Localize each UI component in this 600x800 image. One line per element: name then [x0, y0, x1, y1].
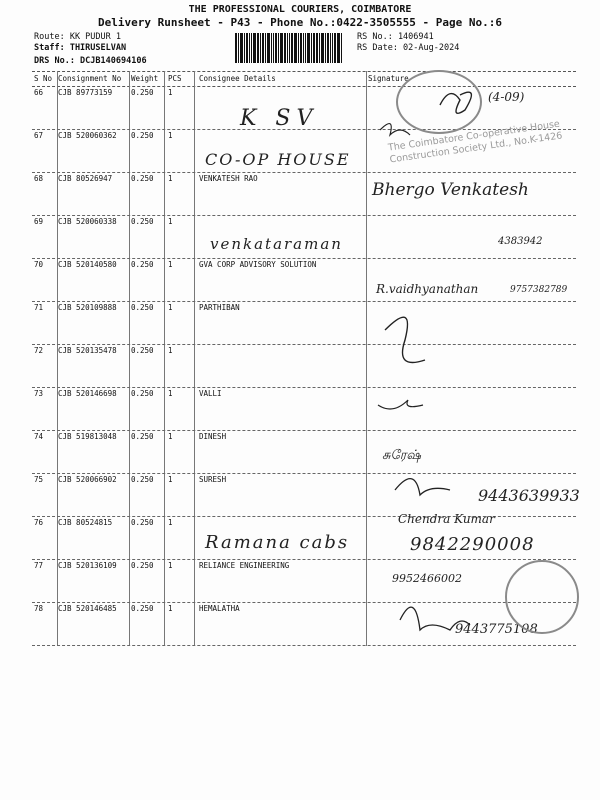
- consignee-name: DINESH: [199, 432, 227, 441]
- pcs: 1: [168, 389, 173, 398]
- reliance-seal: [505, 560, 579, 634]
- consignment-no: CJB 80524815: [58, 518, 113, 527]
- consignment-no: CJB 520146485: [58, 604, 117, 613]
- row-sno: 67: [34, 131, 44, 140]
- signature-vaidhyanathan: R.vaidhyanathan: [376, 282, 479, 296]
- consignment-no: CJB 520136109: [58, 561, 117, 570]
- handwritten-number-76: 9842290008: [410, 534, 535, 555]
- consignment-no: CJB 520060338: [58, 217, 117, 226]
- consignment-no: CJB 519813048: [58, 432, 117, 441]
- col-signature: Signature: [368, 74, 409, 83]
- handwritten-date: (4-09): [488, 90, 525, 104]
- row-sno: 73: [34, 389, 44, 398]
- consignee-name: RELIANCE ENGINEERING: [199, 561, 290, 570]
- society-seal: [396, 70, 482, 134]
- route-label: Route: KK PUDUR 1: [34, 32, 121, 42]
- weight: 0.250: [131, 131, 154, 140]
- pcs: 1: [168, 174, 173, 183]
- weight: 0.250: [131, 432, 154, 441]
- row-sno: 71: [34, 303, 44, 312]
- pcs: 1: [168, 303, 173, 312]
- handwritten-venkataraman: venkataraman: [210, 235, 343, 253]
- handwritten-coop-house: CO-OP HOUSE: [205, 150, 351, 169]
- pcs: 1: [168, 260, 173, 269]
- coop-stamp-text: The Coimbatore Co-operative House Construction Society Ltd., No.K-1426: [387, 118, 563, 166]
- col-consignee: Consignee Details: [199, 74, 276, 83]
- weight: 0.250: [131, 604, 154, 613]
- consignment-no: CJB 520066902: [58, 475, 117, 484]
- handwritten-number-75: 9443639933: [478, 486, 580, 505]
- consignee-name: PARTHIBAN: [199, 303, 240, 312]
- col-pcs: PCS: [168, 74, 182, 83]
- weight: 0.250: [131, 561, 154, 570]
- col-sno: S No: [34, 74, 53, 83]
- weight: 0.250: [131, 260, 154, 269]
- consignee-name: SURESH: [199, 475, 227, 484]
- weight: 0.250: [131, 88, 154, 97]
- row-sno: 76: [34, 518, 44, 527]
- consignee-name: VENKATESH RAO: [199, 174, 258, 183]
- row-sno: 74: [34, 432, 44, 441]
- pcs: 1: [168, 131, 173, 140]
- consignee-name: VALLI: [199, 389, 222, 398]
- weight: 0.250: [131, 303, 154, 312]
- drs-label: DRS No.: DCJB140694106: [34, 56, 147, 66]
- weight: 0.250: [131, 346, 154, 355]
- consignment-no: CJB 89773159: [58, 88, 113, 97]
- weight: 0.250: [131, 217, 154, 226]
- report-subtitle: Delivery Runsheet - P43 - Phone No.:0422-3505555 - Page No.:6: [98, 16, 502, 29]
- report-title: THE PROFESSIONAL COURIERS, COIMBATORE: [188, 4, 412, 15]
- row-sno: 66: [34, 88, 44, 97]
- handwritten-number-77: 9952466002: [392, 572, 462, 585]
- row-sno: 69: [34, 217, 44, 226]
- weight: 0.250: [131, 518, 154, 527]
- pcs: 1: [168, 518, 173, 527]
- consignment-no: CJB 520109888: [58, 303, 117, 312]
- handwritten-tamil-name: சுரேஷ்: [382, 448, 421, 463]
- row-sno: 75: [34, 475, 44, 484]
- rs-date: RS Date: 02-Aug-2024: [357, 43, 460, 53]
- col-weight: Weight: [131, 74, 159, 83]
- row-sno: 72: [34, 346, 44, 355]
- handwritten-number-78: 9443775108: [455, 622, 538, 637]
- staff-label: Staff: THIRUSELVAN: [34, 43, 127, 53]
- consignee-name: HEMALATHA: [199, 604, 240, 613]
- consignment-no: CJB 520140580: [58, 260, 117, 269]
- pcs: 1: [168, 346, 173, 355]
- weight: 0.250: [131, 174, 154, 183]
- pcs: 1: [168, 604, 173, 613]
- handwritten-ksv: K SV: [240, 106, 319, 131]
- weight: 0.250: [131, 389, 154, 398]
- signature-bherg: Bhergo Venkatesh: [372, 180, 529, 200]
- consignment-no: CJB 80526947: [58, 174, 113, 183]
- consignee-name: GVA CORP ADVISORY SOLUTION: [199, 260, 317, 269]
- handwritten-ramana-cabs: Ramana cabs: [205, 532, 350, 553]
- consignment-no: CJB 520135478: [58, 346, 117, 355]
- handwritten-number-70: 9757382789: [510, 285, 568, 295]
- pcs: 1: [168, 217, 173, 226]
- pcs: 1: [168, 432, 173, 441]
- row-sno: 78: [34, 604, 44, 613]
- weight: 0.250: [131, 475, 154, 484]
- pcs: 1: [168, 88, 173, 97]
- pcs: 1: [168, 475, 173, 484]
- rs-number: RS No.: 1406941: [357, 32, 434, 42]
- handwritten-number-69: 4383942: [498, 236, 543, 247]
- consignment-no: CJB 520146698: [58, 389, 117, 398]
- row-sno: 70: [34, 260, 44, 269]
- row-sno: 68: [34, 174, 44, 183]
- signature-chendra-kumar: Chendra Kumar: [398, 512, 495, 526]
- col-consignment: Consignment No: [58, 74, 122, 83]
- row-sno: 77: [34, 561, 44, 570]
- consignment-no: CJB 520060362: [58, 131, 117, 140]
- pcs: 1: [168, 561, 173, 570]
